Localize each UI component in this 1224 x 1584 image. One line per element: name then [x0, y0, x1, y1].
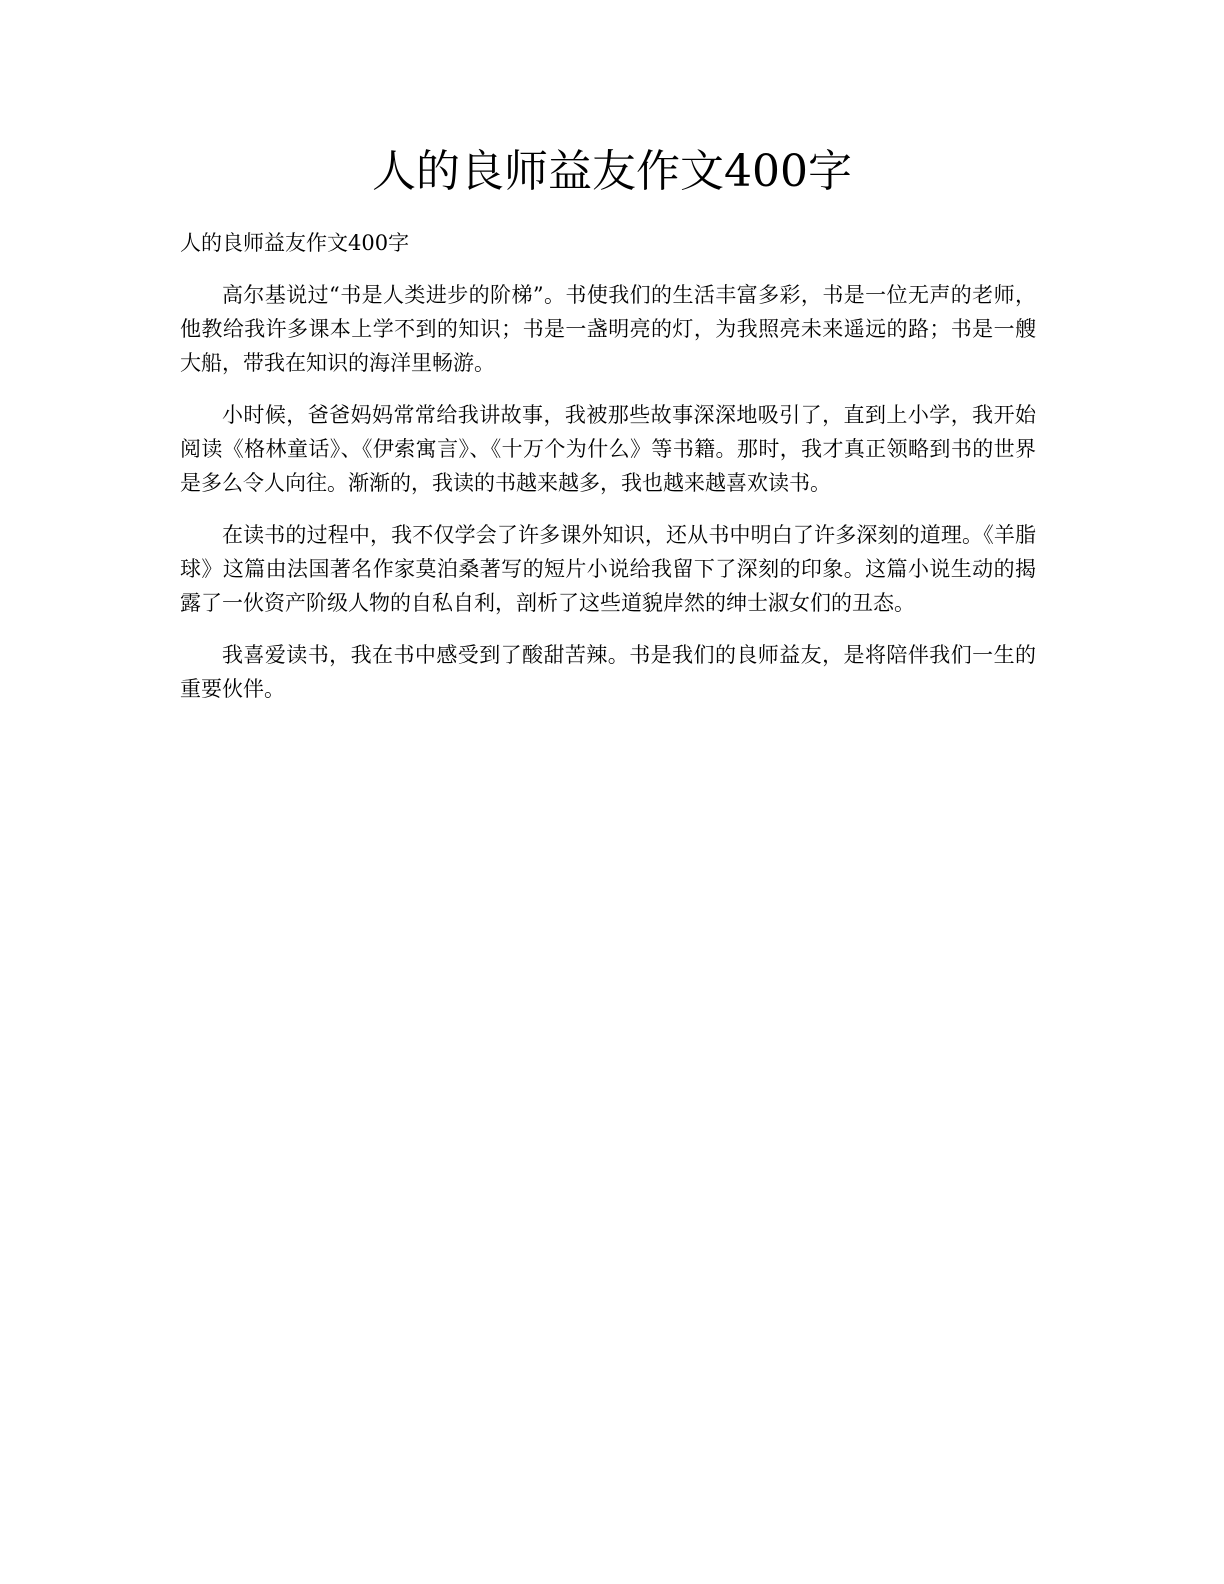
paragraph-3: 在读书的过程中，我不仅学会了许多课外知识，还从书中明白了许多深刻的道理。《羊脂球》这篇由法国著名作家莫泊桑著写的短片小说给我留下了深刻的印象。这篇小说生动的揭露了一伙资产阶级人物的自私自利，剖析了这些道貌岸然的绅士淑女们的丑态。: [180, 523, 1036, 615]
paragraph-2: 小时候，爸爸妈妈常常给我讲故事，我被那些故事深深地吸引了，直到上小学，我开始阅读《格林童话》、《伊索寓言》、《十万个为什么》等书籍。那时，我才真正领略到书的世界是多么令人向往。渐渐的，我读的书越来越多，我也越来越喜欢读书。: [180, 403, 1036, 495]
paragraph-4: 我喜爱读书，我在书中感受到了酸甜苦辣。书是我们的良师益友，是将陪伴我们一生的重要伙伴。: [180, 643, 1036, 701]
paragraph-1: 高尔基说过“书是人类进步的阶梯”。书使我们的生活丰富多彩，书是一位无声的老师，他教给我许多课本上学不到的知识；书是一盏明亮的灯，为我照亮未来遥远的路；书是一艘大船，带我在知识的海洋里畅游。: [180, 283, 1036, 375]
document-subtitle: 人的良师益友作文400字: [180, 231, 410, 255]
document-body: [180, 226, 1036, 724]
page-title: 人的良师益友作文400字: [372, 146, 852, 197]
